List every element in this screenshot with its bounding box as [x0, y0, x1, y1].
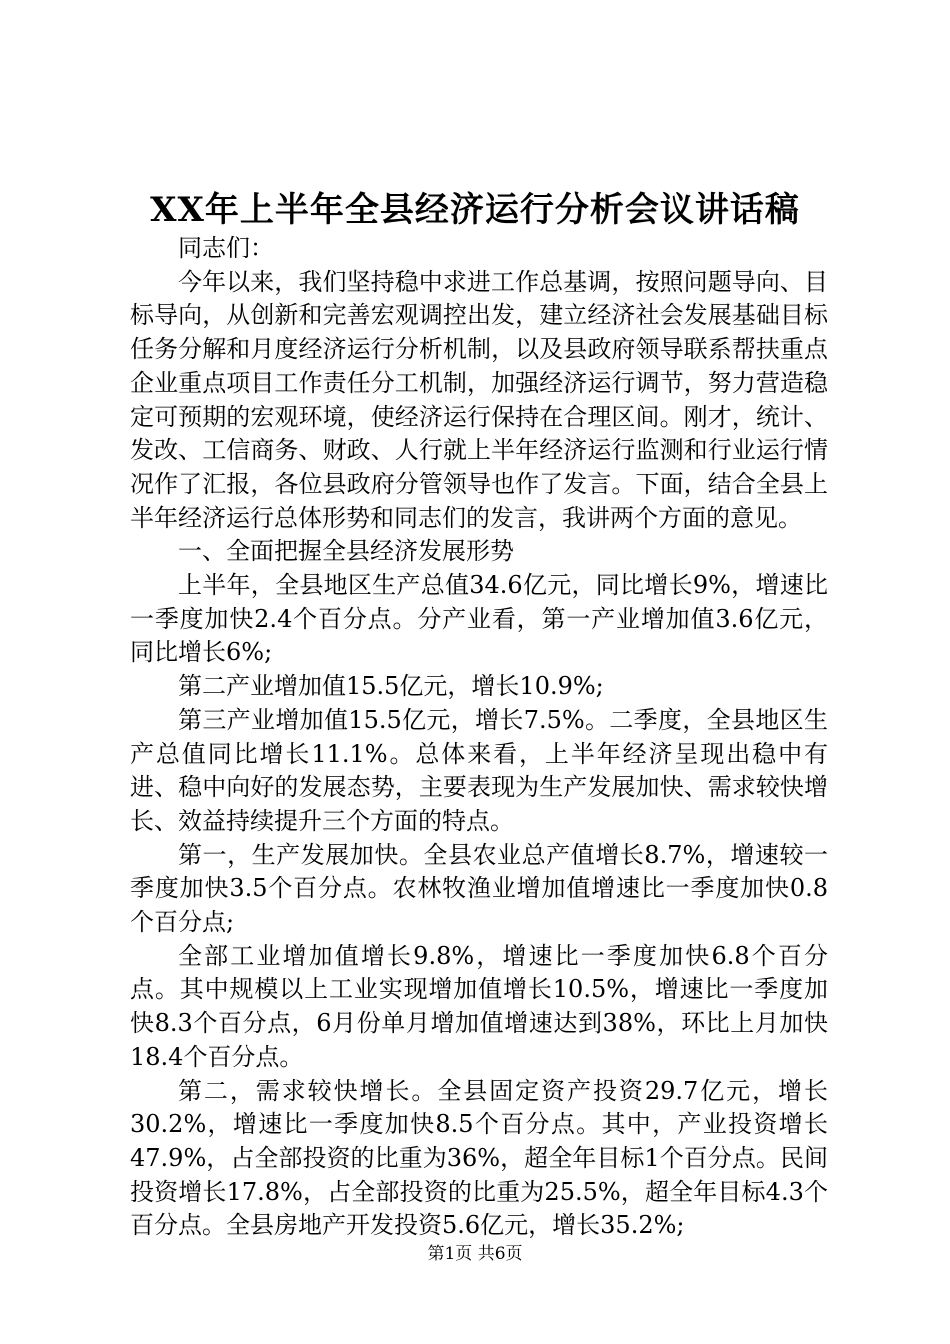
page-number-footer: 第1页 共6页 — [427, 1244, 523, 1264]
paragraph: 上半年，全县地区生产总值34.6亿元，同比增长9%，增速比一季度加快2.4个百分点。分产业看，第一产业增加值3.6亿元，同比增长6%; — [130, 571, 828, 667]
paragraph: 全部工业增加值增长9.8%，增速比一季度加快6.8个百分点。其中规模以上工业实现增加值增长10.5%，增速比一季度加快8.3个百分点，6月份单月增加值增速达到38%，环比上月加快18.4个百分点。 — [130, 941, 828, 1071]
paragraph: 第三产业增加值15.5亿元，增长7.5%。二季度，全县地区生产总值同比增长11.1%。总体来看，上半年经济呈现出稳中有进、稳中向好的发展态势，主要表现为生产发展加快、需求较快增长、效益持续提升三个方面的特点。 — [130, 705, 828, 835]
paragraph: 第二产业增加值15.5亿元，增长10.9%; — [178, 672, 604, 701]
paragraph: 第二，需求较快增长。全县固定资产投资29.7亿元，增长30.2%，增速比一季度加快8.5个百分点。其中，产业投资增长47.9%，占全部投资的比重为36%，超全年目标1个百分点。民间投资增长17.8%，占全部投资的比重为25.5%，超全年目标4.3个百分点。全县房地产开发投资5.6亿元，增长35.2%; — [130, 1076, 828, 1240]
section-heading: 一、全面把握全县经济发展形势 — [178, 537, 514, 566]
document-body — [130, 232, 828, 1243]
document-title: XX年上半年全县经济运行分析会议讲话稿 — [150, 190, 800, 230]
paragraph: 第一，生产发展加快。全县农业总产值增长8.7%，增速较一季度加快3.5个百分点。农林牧渔业增加值增速比一季度加快0.8个百分点; — [130, 840, 828, 937]
paragraph-salutation: 同志们： — [178, 234, 274, 262]
paragraph: 今年以来，我们坚持稳中求进工作总基调，按照问题导向、目标导向，从创新和完善宏观调控出发，建立经济社会发展基础目标任务分解和月度经济运行分析机制，以及县政府领导联系帮扶重点企业重点项目工作责任分工机制，加强经济运行调节，努力营造稳定可预期的宏观环境，使经济运行保持在合理区间。刚才，统计、发改、工信商务、财政、人行就上半年经济运行监测和行业运行情况作了汇报，各位县政府分管领导也作了发言。下面，结合全县上半年经济运行总体形势和同志们的发言，我讲两个方面的意见。 — [130, 267, 828, 532]
